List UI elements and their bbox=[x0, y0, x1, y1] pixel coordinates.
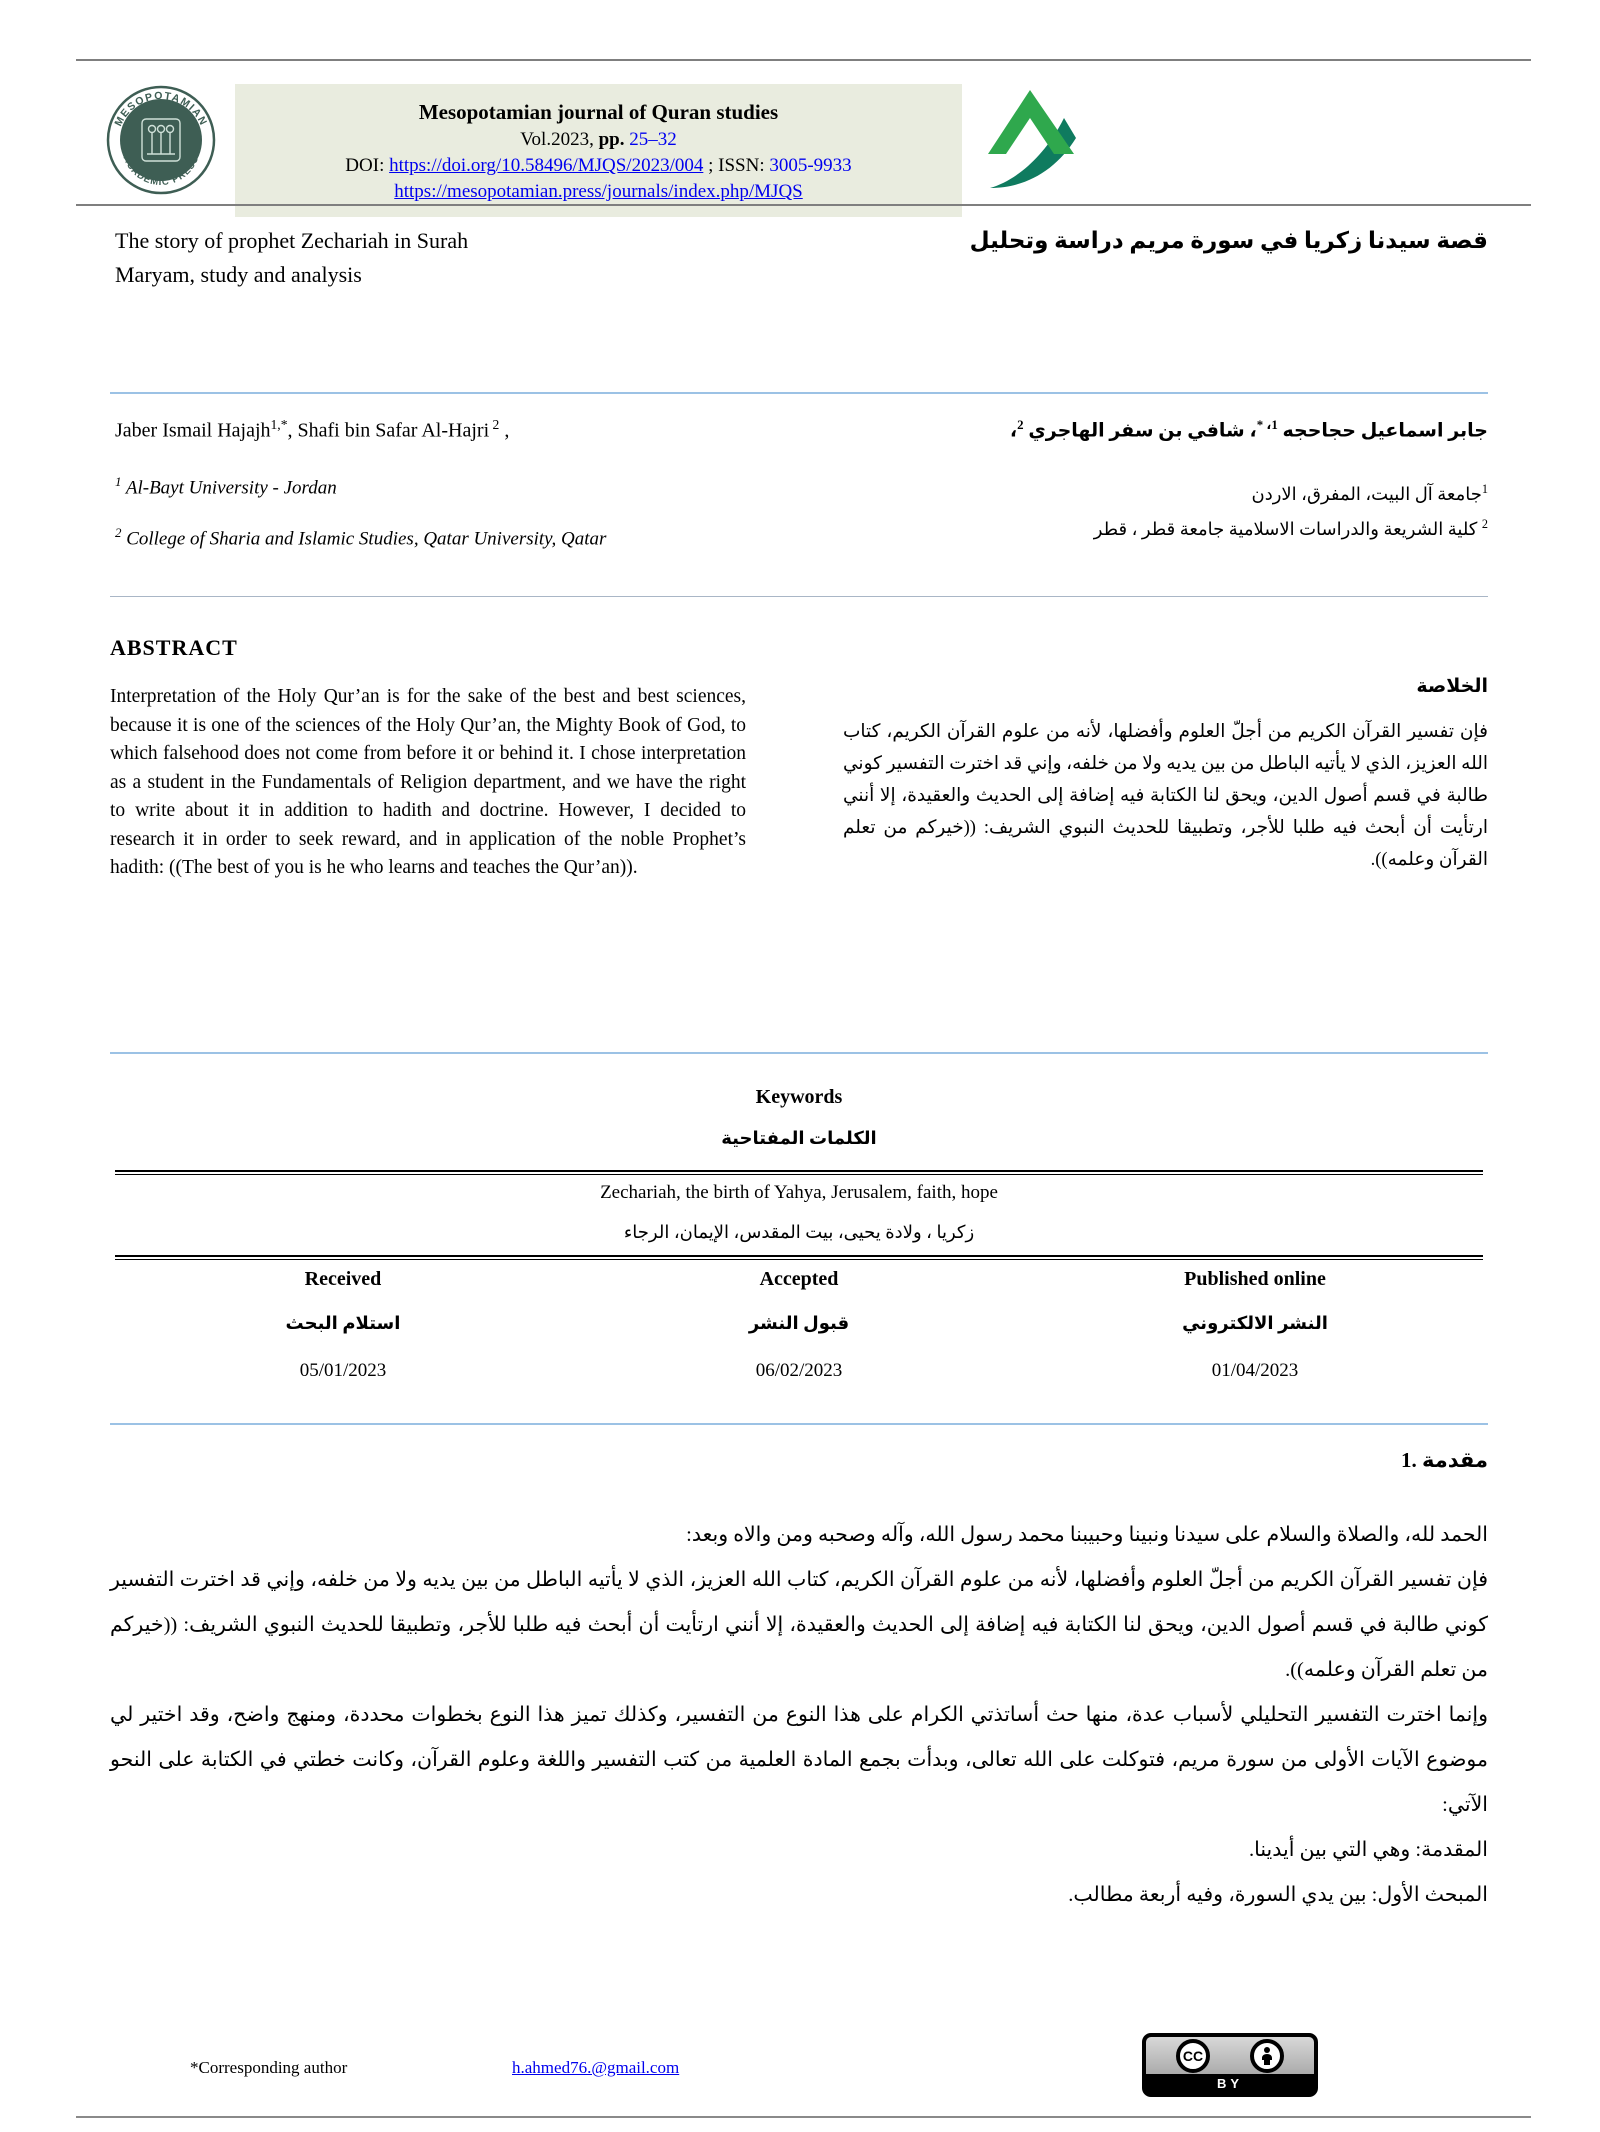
journal-url-link[interactable]: https://mesopotamian.press/journals/index.php/MJQS bbox=[394, 181, 803, 202]
abstract-body-en: Interpretation of the Holy Qur’an is for the sake of the best and best sciences, because it is one of the sciences of the Holy Qur’an, the Mighty Book of God, to which falsehood does not come from before it or behind it. I chose interpretation as a student in the Fundamentals of Religion department, and we have the right to write about it in addition to hadith and doctrine. However, I decided to research it in order to seek reward, and in application of the noble Prophet’s hadith: ((The best of you is he who learns and teaches the Qur’an)). bbox=[110, 686, 746, 878]
top-divider bbox=[76, 59, 1531, 61]
article-title-ar: قصة سيدنا زكريا في سورة مريم دراسة وتحليل bbox=[969, 228, 1488, 253]
pages-range[interactable]: 25–32 bbox=[629, 129, 677, 150]
abstract-section bbox=[110, 635, 1488, 883]
affiliation1-ar bbox=[1094, 474, 1488, 509]
accepted-date: 06/02/2023 bbox=[755, 1360, 843, 1381]
dates-col-published bbox=[1027, 1268, 1483, 1382]
affiliation2-text-en: College of Sharia and Islamic Studies, Qatar University, Qatar bbox=[121, 528, 607, 550]
issn-value[interactable]: 3005-9933 bbox=[769, 155, 852, 176]
attribution-person-icon bbox=[1250, 2039, 1284, 2073]
abstract-body-ar: فإن تفسير القرآن الكريم من أجلّ العلوم وأفضلها، لأنه من علوم القرآن الكريم، كتاب الله العزيز، الذي لا يأتيه الباطل من بين يديه ولا من خلفه، وإني قد اخترت التفسير كوني طالبة في قسم أصول الدين، ويحق لنا الكتابة فيه إضافة إلى الحديث والعقيدة، إلا أنني ارتأيت أن أبحث فيه طلبا للأجر، وتطبيقا للحديث النبوي الشريف: ((خيركم من تعلم القرآن وعلمه)). bbox=[843, 722, 1488, 870]
intro-paragraph-2: فإن تفسير القرآن الكريم من أجلّ العلوم وأفضلها، لأنه من علوم القرآن الكريم، كتاب الله العزيز، الذي لا يأتيه الباطل من بين يديه ولا من خلفه، وإني قد اخترت التفسير كوني طالبة في قسم أصول الدين، ويحق لنا الكتابة فيه إضافة إلى الحديث والعقيدة، إلا أنني ارتأيت أن أبحث فيه طلبا للأجر، وتطبيقا للحديث النبوي الشريف: ((خيركم من تعلم القرآن وعلمه)). bbox=[110, 1569, 1488, 1681]
affiliation1-en bbox=[115, 474, 606, 499]
keywords-list-en: Zechariah, the birth of Yahya, Jerusalem, faith, hope bbox=[600, 1182, 998, 1203]
received-label-en: Received bbox=[304, 1268, 382, 1290]
affiliation1-text-en: Al-Bayt University - Jordan bbox=[121, 477, 337, 499]
journal-doi-line bbox=[241, 153, 956, 179]
journal-volume-line bbox=[241, 127, 956, 153]
journal-title: Mesopotamian journal of Quran studies bbox=[418, 100, 779, 124]
affiliation2-sup-ar: 2 bbox=[1481, 517, 1488, 531]
press-logo-arc-top-text: MESOPOTAMIAN bbox=[112, 89, 210, 129]
bottom-divider bbox=[76, 2116, 1531, 2118]
journal-url-line bbox=[241, 179, 956, 205]
cc-by-license-badge[interactable] bbox=[1142, 2033, 1318, 2097]
affiliation2-en bbox=[115, 525, 606, 550]
intro-paragraph-1: الحمد لله، والصلاة والسلام على سيدنا ونبينا وحبيبنا محمد رسول الله، وآله وصحبه ومن والاه وبعد: bbox=[686, 1524, 1488, 1546]
abstract-heading-ar: الخلاصة bbox=[1416, 676, 1488, 697]
authors-separator-en: , bbox=[287, 419, 298, 442]
cc-badge-icons bbox=[1146, 2037, 1314, 2074]
affiliation1-sup-ar: 1 bbox=[1481, 482, 1488, 496]
affiliations-en bbox=[115, 474, 606, 551]
keywords-heading-en: Keywords bbox=[755, 1086, 843, 1108]
abstract-en-column bbox=[110, 635, 746, 883]
author2-sup-ar: 2 bbox=[1017, 417, 1024, 433]
affiliations-ar bbox=[1094, 474, 1488, 551]
published-label-ar: النشر الالكتروني bbox=[1182, 1313, 1328, 1333]
intro-paragraph-3: وإنما اخترت التفسير التحليلي لأسباب عدة، منها حث أساتذتي الكرام على هذا النوع من التفسير، وكذلك تميز هذا النوع بخطوات محددة، ومنهج واضح، وقد اختير لي موضوع الآيات الأولى من سورة مريم، فتوكلت على الله تعالى، وبدأت بجمع المادة العلمية من كتب التفسير واللغة وعلوم القرآن، وكانت خطتي في الكتابة على النحو الآتي: bbox=[110, 1704, 1488, 1816]
pp-label: pp. bbox=[598, 129, 630, 150]
journal-brand-logo bbox=[984, 84, 1080, 196]
doi-label: DOI: bbox=[345, 155, 390, 176]
press-logo-arc-bottom-text: ACADEMIC PRESS bbox=[120, 153, 202, 189]
affiliation1-sup-en: 1 bbox=[115, 474, 122, 489]
authors-tail-en: , bbox=[499, 419, 510, 442]
keywords-double-line-bottom bbox=[115, 1255, 1483, 1260]
affiliations-row bbox=[115, 474, 1488, 551]
author1-sup-en: 1,* bbox=[270, 417, 288, 432]
abstract-heading-en: ABSTRACT bbox=[110, 635, 238, 660]
journal-header bbox=[105, 84, 1530, 217]
keywords-heading-ar: الكلمات المفتاحية bbox=[721, 1128, 877, 1148]
volume-text: Vol.2023, bbox=[520, 129, 599, 150]
brand-logo-green-chevron bbox=[988, 90, 1074, 154]
received-label-ar: استلام البحث bbox=[285, 1313, 401, 1333]
affiliation2-text-ar: كلية الشريعة والدراسات الاسلامية جامعة قطر ، قطر bbox=[1093, 519, 1482, 539]
dates-divider bbox=[110, 1423, 1488, 1425]
published-date: 01/04/2023 bbox=[1211, 1360, 1299, 1381]
cc-icon: CC bbox=[1176, 2039, 1210, 2073]
author1-sup-ar: 1، * bbox=[1256, 417, 1278, 433]
intro-paragraph-4: المقدمة: وهي التي بين أيدينا. bbox=[1248, 1839, 1488, 1861]
cc-by-label: BY bbox=[1146, 2074, 1314, 2093]
dates-table bbox=[115, 1268, 1483, 1382]
corresponding-author-note: *Corresponding author bbox=[190, 2058, 348, 2077]
issn-label: ; ISSN: bbox=[703, 155, 770, 176]
corresponding-email-link[interactable]: h.ahmed76.@gmail.com bbox=[512, 2058, 680, 2077]
authors-tail-ar: ، bbox=[1009, 420, 1018, 442]
journal-info-box bbox=[235, 84, 962, 217]
received-date: 05/01/2023 bbox=[299, 1360, 387, 1381]
affiliation2-ar bbox=[1094, 509, 1488, 544]
affiliations-divider bbox=[110, 596, 1488, 597]
title-divider bbox=[110, 392, 1488, 394]
keywords-double-line-top bbox=[115, 1170, 1483, 1175]
published-label-en: Published online bbox=[1184, 1268, 1326, 1290]
authors-ar bbox=[1010, 417, 1488, 442]
introduction-body bbox=[110, 1513, 1488, 1918]
accepted-label-en: Accepted bbox=[759, 1268, 839, 1290]
header-bottom-divider bbox=[76, 204, 1531, 206]
authors-separator-ar: ، bbox=[1244, 420, 1257, 442]
dates-col-accepted bbox=[571, 1268, 1027, 1382]
author1-name-en: Jaber Ismail Hajajh bbox=[115, 419, 271, 442]
keywords-list-ar: زكريا ، ولادة يحيى، بيت المقدس، الإيمان، الرجاء bbox=[623, 1222, 975, 1242]
introduction-heading: 1. مقدمة bbox=[1401, 1448, 1488, 1472]
affiliation1-text-ar: جامعة آل البيت، المفرق، الاردن bbox=[1251, 484, 1482, 504]
doi-link[interactable]: https://doi.org/10.58496/MJQS/2023/004 bbox=[389, 155, 704, 176]
author1-name-ar: جابر اسماعيل حجاحجه bbox=[1277, 420, 1488, 442]
intro-paragraph-5: المبحث الأول: بين يدي السورة، وفيه أربعة مطالب. bbox=[1068, 1884, 1488, 1906]
abstract-ar-column bbox=[843, 635, 1488, 883]
dates-col-received bbox=[115, 1268, 571, 1382]
mesopotamian-press-logo bbox=[105, 84, 217, 196]
affiliation2-sup-en: 2 bbox=[115, 525, 122, 541]
authors-en bbox=[115, 417, 509, 443]
title-row bbox=[115, 224, 1488, 292]
abstract-divider bbox=[110, 1052, 1488, 1054]
author2-name-en: Shafi bin Safar Al-Hajri bbox=[297, 419, 490, 442]
authors-row bbox=[115, 417, 1488, 443]
author2-name-ar: شافي بن سفر الهاجري bbox=[1023, 420, 1245, 442]
article-title-en: The story of prophet Zechariah in Surah Maryam, study and analysis bbox=[115, 228, 469, 287]
accepted-label-ar: قبول النشر bbox=[748, 1313, 850, 1333]
author2-sup-en: 2 bbox=[489, 417, 500, 432]
